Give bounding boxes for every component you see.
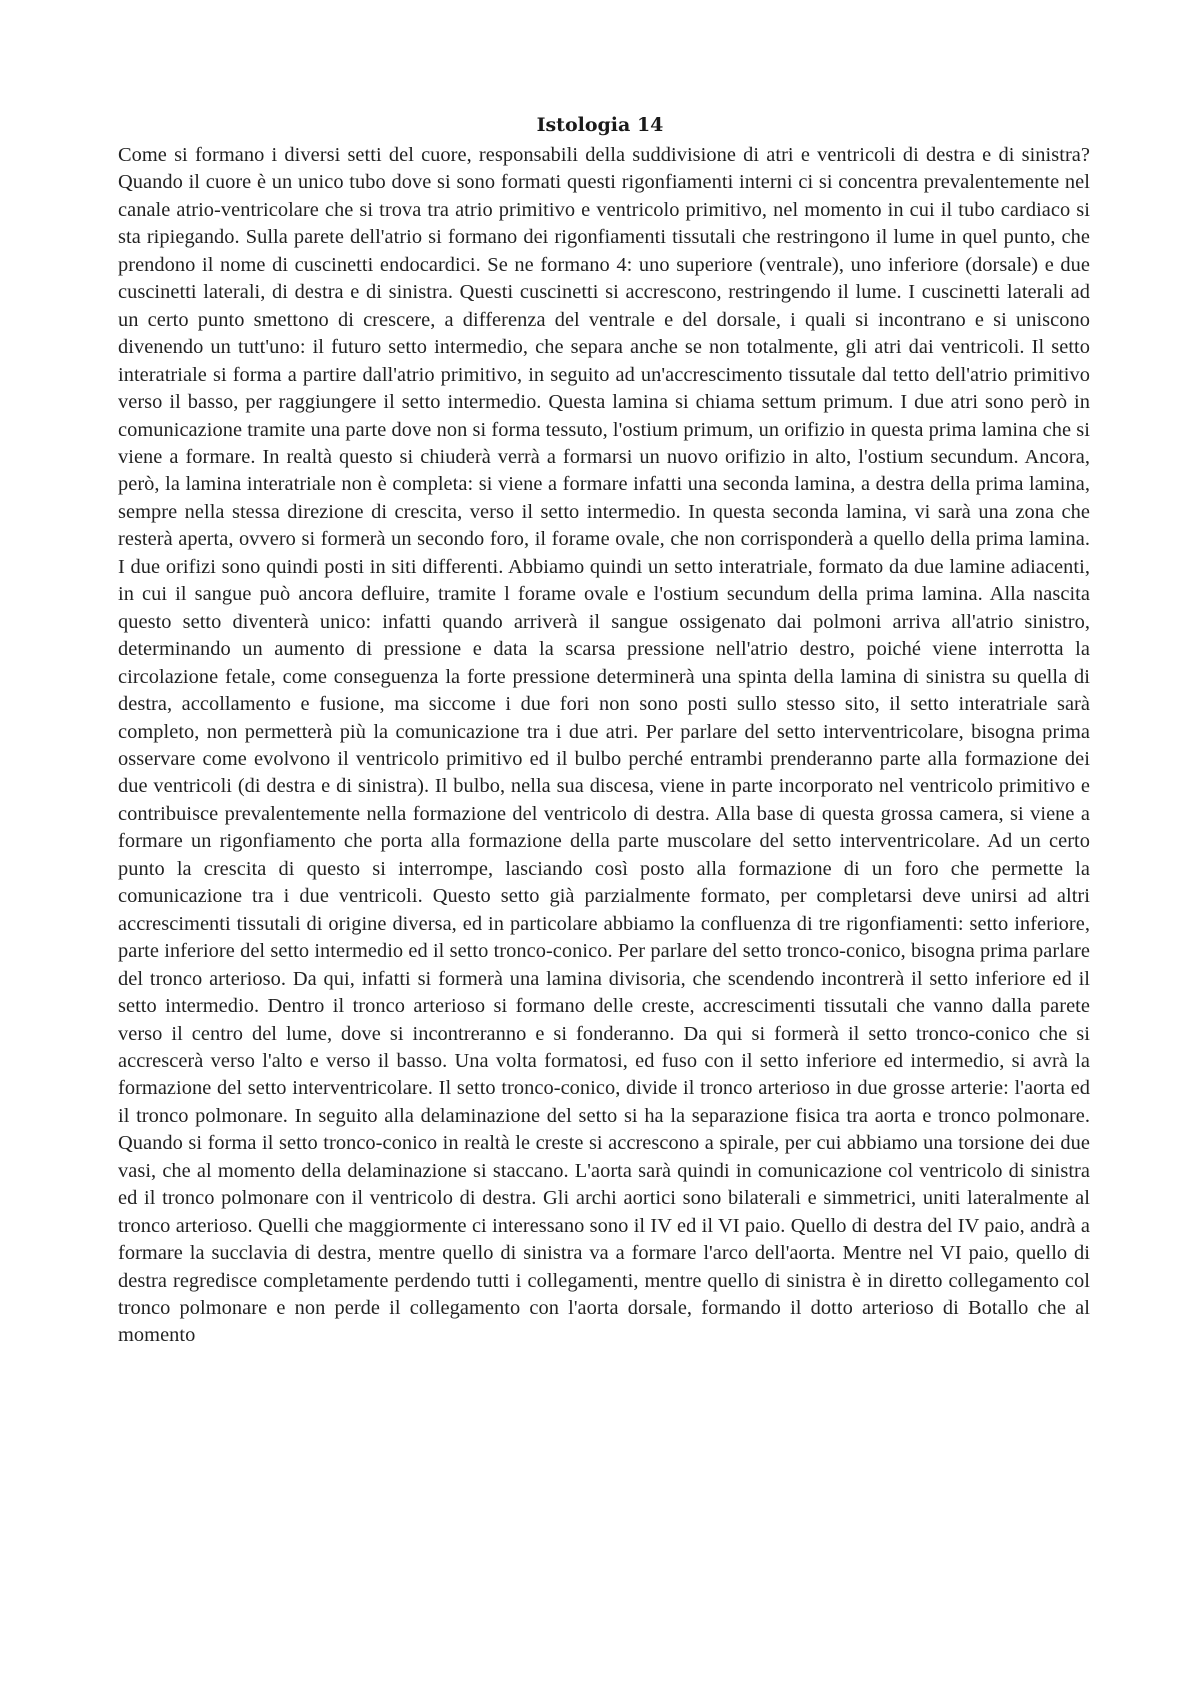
- document-body-paragraph: Come si formano i diversi setti del cuore, responsabili della suddivisione di atri e ventricoli di destra e di sinistra? Quando il cuore è un unico tubo dove si sono formati questi rigonfiamenti interni ci si concentra prevalentemente nel canale atrio-ventricolare che si trova tra atrio primitivo e ventricolo primitivo, nel momento in cui il tubo cardiaco si sta ripiegando. Sulla parete dell'atrio si formano dei rigonfiamenti tissutali che restringono il lume in quel punto, che prendono il nome di cuscinetti endocardici. Se ne formano 4: uno superiore (ventrale), uno inferiore (dorsale) e due cuscinetti laterali, di destra e di sinistra. Questi cuscinetti si accrescono, restringendo il lume. I cuscinetti laterali ad un certo punto smettono di crescere, a differenza del ventrale e del dorsale, i quali si incontrano e si uniscono divenendo un tutt'uno: il futuro setto intermedio, che separa anche se non totalmente, gli atri dai ventricoli. Il setto interatriale si forma a partire dall'atrio primitivo, in seguito ad un'accrescimento tissutale dal tetto dell'atrio primitivo verso il basso, per raggiungere il setto intermedio. Questa lamina si chiama settum primum. I due atri sono però in comunicazione tramite una parte dove non si forma tessuto, l'ostium primum, un orifizio in questa prima lamina che si viene a formare. In realtà questo si chiuderà verrà a formarsi un nuovo orifizio in alto, l'ostium secundum. Ancora, però, la lamina interatriale non è completa: si viene a formare infatti una seconda lamina, a destra della prima lamina, sempre nella stessa direzione di crescita, verso il setto intermedio. In questa seconda lamina, vi sarà una zona che resterà aperta, ovvero si formerà un secondo foro, il forame ovale, che non corrisponderà a quello della prima lamina. I due orifizi sono quindi posti in siti differenti. Abbiamo quindi un setto interatriale, formato da due lamine adiacenti, in cui il sangue può ancora defluire, tramite l forame ovale e l'ostium secundum della prima lamina. Alla nascita questo setto diventerà unico: infatti quando arriverà il sangue ossigenato dai polmoni arriva all'atrio sinistro, determinando un aumento di pressione e data la scarsa pressione nell'atrio destro, poiché viene interrotta la circolazione fetale, come conseguenza la forte pressione determinerà una spinta della lamina di sinistra su quella di destra, accollamento e fusione, ma siccome i due fori non sono posti sullo stesso sito, il setto interatriale sarà completo, non permetterà più la comunicazione tra i due atri. Per parlare del setto interventricolare, bisogna prima osservare come evolvono il ventricolo primitivo ed il bulbo perché entrambi prenderanno parte alla formazione dei due ventricoli (di destra e di sinistra). Il bulbo, nella sua discesa, viene in parte incorporato nel ventricolo primitivo e contribuisce prevalentemente nella formazione del ventricolo di destra. Alla base di questa grossa camera, si viene a formare un rigonfiamento che porta alla formazione della parte muscolare del setto interventricolare. Ad un certo punto la crescita di questo si interrompe, lasciando così posto alla formazione di un foro che permette la comunicazione tra i due ventricoli. Questo setto già parzialmente formato, per completarsi deve unirsi ad altri accrescimenti tissutali di origine diversa, ed in particolare abbiamo la confluenza di tre rigonfiamenti: setto inferiore, parte inferiore del setto intermedio ed il setto tronco-conico. Per parlare del setto tronco-conico, bisogna prima parlare del tronco arterioso. Da qui, infatti si formerà una lamina divisoria, che scendendo incontrerà il setto inferiore ed il setto intermedio. Dentro il tronco arterioso si formano delle creste, accrescimenti tissutali che vanno dalla parete verso il centro del lume, dove si incontreranno e si fonderanno. Da qui si formerà il setto tronco-conico che si accrescerà verso l'alto e verso il basso. Una volta formatosi, ed fuso con il setto inferiore ed intermedio, si avrà la formazione del setto interventricolare. Il setto tronco-conico, divide il tronco arterioso in due grosse arterie: l'aorta ed il tronco polmonare. In seguito alla delaminazione del setto si ha la separazione fisica tra aorta e tronco polmonare. Quando si forma il setto tronco-conico in realtà le creste si accrescono a spirale, per cui abbiamo una torsione dei due vasi, che al momento della delaminazione si staccano. L'aorta sarà quindi in comunicazione col ventricolo di sinistra ed il tronco polmonare con il ventricolo di destra. Gli archi aortici sono bilaterali e simmetrici, uniti lateralmente al tronco arterioso. Quelli che maggiormente ci interessano sono il IV ed il VI paio. Quello di destra del IV paio, andrà a formare la succlavia di destra, mentre quello di sinistra va a formare l'arco dell'aorta. Mentre nel VI paio, quello di destra regredisce completamente perdendo tutti i collegamenti, mentre quello di sinistra è in diretto collegamento col tronco polmonare e non perde il collegamento con l'aorta dorsale, formando il dotto arterioso di Botallo che al momento: [118, 144, 1090, 1347]
- document-title: Istologia 14: [536, 114, 664, 136]
